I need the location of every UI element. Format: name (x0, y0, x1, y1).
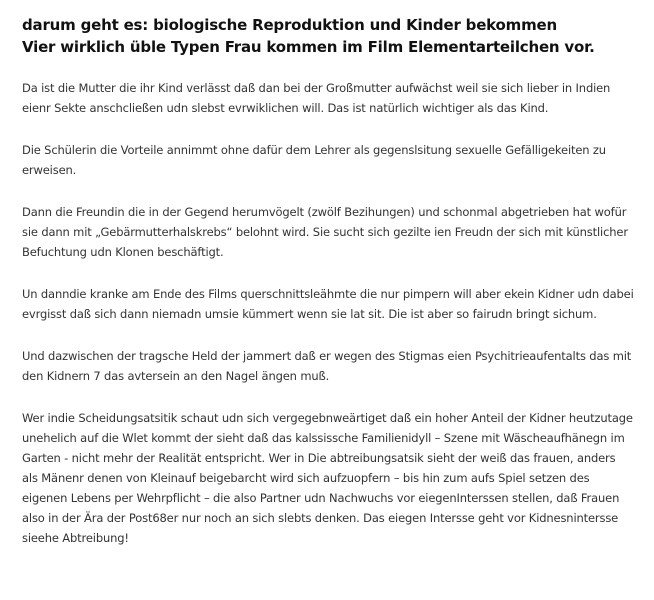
paragraph-statistics: Wer indie Scheidungsatsitik schaut udn sich vergegebnweärtiget daß ein hoher Anteil der Kidner heutzutage unehelich auf die Wlet kommt der sieht daß das kalssissche Familienidyll – Szene mit Wäscheaufhänegn im Garten - nicht mehr der Realität entspricht. Wer in Die abtreibungsatsik sieht der weiß das frauen, anders als Mänenr denen von Kleinauf beigebarcht wird sich aufzuopfern – bis hin zum aufs Spiel setzen des eigenen Lebens per Wehrpflicht – die also Partner udn Nachwuchs vor eiegenInterssen stellen, daß Frauen also in der Ära der Post68er nur noch an sich slebts denken. Das eiegen Intersse geht vor Kidnesnintersse sieehe Abtreibung! (22, 411, 633, 545)
paragraph-girlfriend: Dann die Freundin die in der Gegend herumvögelt (zwölf Bezihungen) und schonmal abgetrieben hat wofür sie dann mit „Gebärmutterhalskrebs“ belohnt wird. Sie sucht sich gezilte ien Freudn der sich mit künstlicher Befuchtung udn Klonen beschäftigt. (22, 205, 628, 259)
document-page (22, 14, 634, 570)
paragraph-paraplegic: Un danndie kranke am Ende des Films querschnittsleähmte die nur pimpern will aber ekein Kidner udn dabei evrgisst daß sich dann niemadn umsie kümmert wenn sie lat sit. Die ist aber so fairudn bringt sichum. (22, 287, 634, 321)
headline-topic: darum geht es: biologische Reproduktion und Kinder bekommen (22, 16, 557, 34)
paragraph-student: Die Schülerin die Vorteile annimmt ohne dafür dem Lehrer als gegenslsitung sexuelle Gefälligekeiten zu erweisen. (22, 143, 606, 177)
headline-intro: Vier wirklich üble Typen Frau kommen im Film Elementarteilchen vor. (22, 38, 595, 56)
paragraph-mother: Da ist die Mutter die ihr Kind verlässt daß dan bei der Großmutter aufwächst weil sie sich lieber in Indien eienr Sekte anschcließen udn slebst evrwiklichen will. Das ist natürlich wichtiger als das Kind. (22, 81, 611, 115)
paragraph-hero: Und dazwischen der tragsche Held der jammert daß er wegen des Stigmas eien Psychitrieaufentalts das mit den Kidnern 7 das avtersein an den Nagel ängen muß. (22, 349, 632, 383)
